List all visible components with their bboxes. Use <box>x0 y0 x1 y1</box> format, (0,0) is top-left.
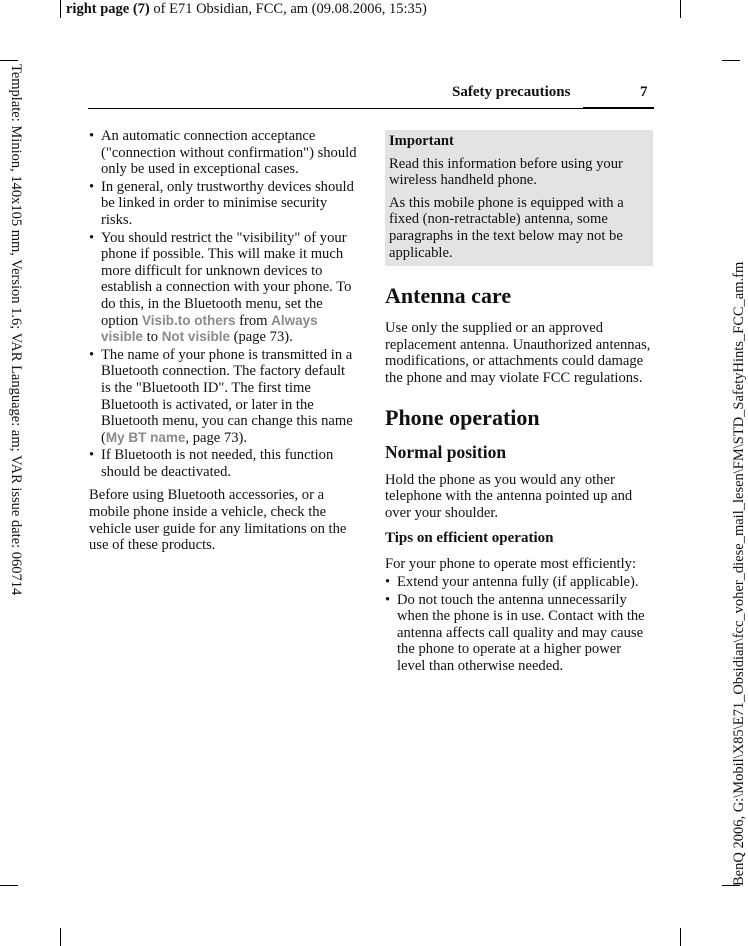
menu-option-not-visible: Not visible <box>161 329 230 345</box>
bluetooth-accessories-paragraph: Before using Bluetooth accessories, or a mobile phone inside a vehicle, check the vehicle user guide for any limitations on the use of these products. <box>89 487 347 554</box>
print-header-bold: right page (7) <box>66 1 150 17</box>
tips-heading: Tips on efficient operation <box>385 530 554 547</box>
right-column <box>385 130 653 675</box>
crop-mark <box>680 0 681 18</box>
crop-mark <box>722 60 740 61</box>
print-header-rest: of E71 Obsidian, FCC, am (09.08.2006, 15:35) <box>149 1 427 17</box>
print-header <box>66 1 427 18</box>
page-number: 7 <box>640 84 648 100</box>
list-item: • The name of your phone is transmitted in a Bluetooth connection. The factory default is the "Bluetooth ID". The first time Bluetooth is activated, or later in the Bluetooth menu, you can change this name (My BT name, page 73). <box>89 347 357 447</box>
normal-position-text: Hold the phone as you would any other telephone with the antenna pointed up and over your shoulder. <box>385 471 633 521</box>
crop-mark <box>60 928 61 946</box>
important-title: Important <box>389 133 454 149</box>
template-info <box>0 0 32 946</box>
antenna-care-text: Use only the supplied or an approved replacement antenna. Unauthorized antennas, modifications, or attachments could damage the phone and may violate FCC regulations. <box>385 320 651 386</box>
menu-option-my-bt-name: My BT name <box>105 429 186 445</box>
important-box <box>385 130 653 266</box>
tips-intro: For your phone to operate most efficiently: <box>385 556 637 573</box>
antenna-care-heading: Antenna care <box>385 283 512 309</box>
bluetooth-bullet-list <box>89 128 357 480</box>
list-item: • Do not touch the antenna unnecessarily when the phone is in use. Contact with the antenna affects call quality and may cause the phone to operate at a higher power level than otherwise needed. <box>385 592 653 675</box>
file-path-text: BenQ 2006, G:\Mobil\X85\E71_Obsidian\fcc_voher_diese_mail_lesen\FM\STD_SafetyHints_FCC_am.fm <box>731 261 747 886</box>
phone-operation-heading: Phone operation <box>385 404 540 430</box>
menu-option-always-visible: Always visible <box>101 312 318 345</box>
list-item: • Extend your antenna fully (if applicable). <box>385 574 653 591</box>
normal-position-heading: Normal position <box>385 441 507 462</box>
list-item: • In general, only trustworthy devices should be linked in order to minimise security risks. <box>89 179 357 229</box>
important-text-2: As this mobile phone is equipped with a fixed (non-retractable) antenna, some paragraphs in the text below may not be applicable. <box>389 194 624 261</box>
header-rule-accent <box>583 107 654 109</box>
list-item: • You should restrict the "visibility" of your phone if possible. This will make it much more difficult for unknown devices to establish a connection with your phone. To do this, in the Bluetooth menu, set the option Visib.to others from Always visible to Not visible (page 73). <box>89 230 357 346</box>
running-head-title: Safety precautions <box>452 84 571 100</box>
crop-mark <box>680 928 681 946</box>
menu-option-visib-to-others: Visib.to others <box>141 312 236 328</box>
crop-mark <box>60 0 61 18</box>
template-info-text: Template: Minion, 140x105 mm, Version 1.6; VAR Language: am; VAR issue date: 060714 <box>8 64 24 596</box>
header-rule <box>88 108 654 109</box>
important-text-1: Read this information before using your wireless handheld phone. <box>389 155 623 189</box>
list-item: • If Bluetooth is not needed, this function should be deactivated. <box>89 447 357 480</box>
tips-list <box>385 574 653 675</box>
list-item: • An automatic connection acceptance ("connection without confirmation") should only be used in exceptional cases. <box>89 128 357 178</box>
left-column <box>89 128 357 554</box>
